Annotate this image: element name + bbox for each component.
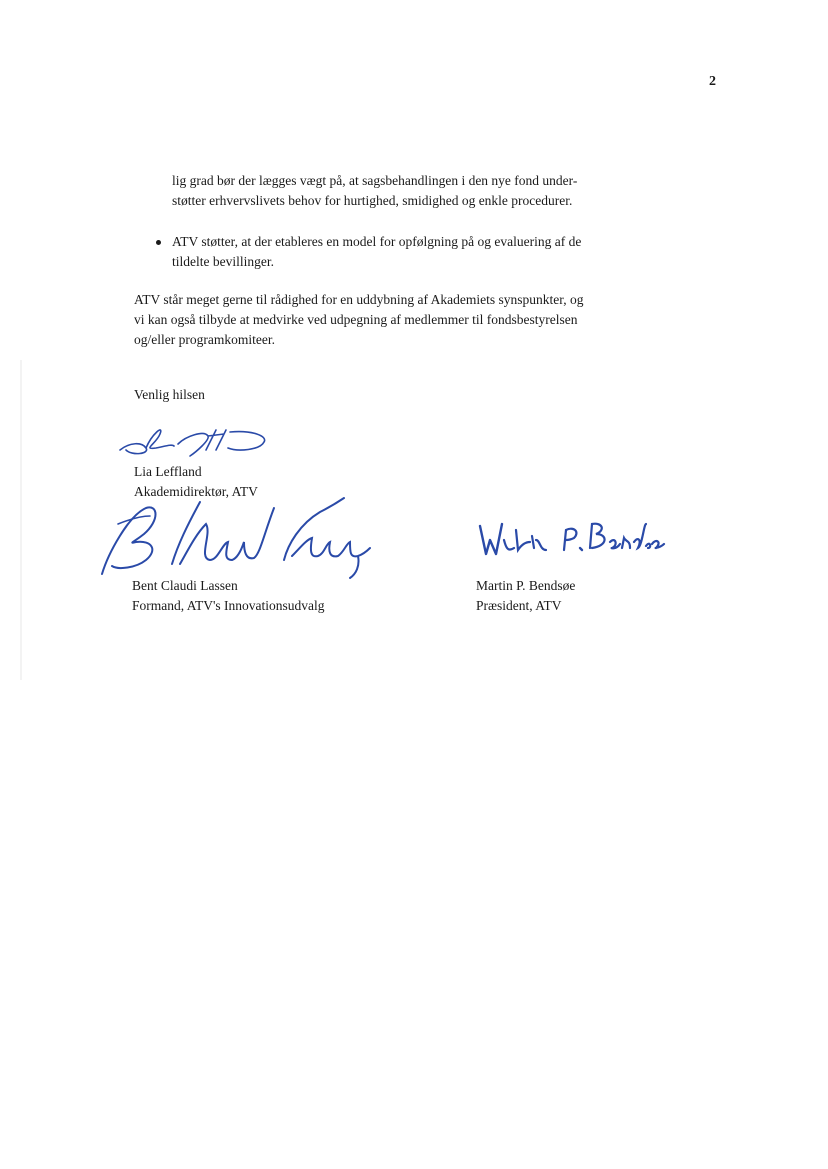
signatory-title: Præsident, ATV <box>476 598 562 613</box>
paragraph-line: ATV står meget gerne til rådighed for en uddybning af Akademiets synspunkter, og <box>134 292 584 307</box>
signatory-title: Formand, ATV's Innovationsudvalg <box>132 598 325 613</box>
signatory-title: Akademidirektør, ATV <box>134 484 258 499</box>
scan-edge-artifact <box>20 360 22 680</box>
bullet-item <box>172 232 581 272</box>
bullet-line: ATV støtter, at der etableres en model for opfølgning på og evaluering af de <box>172 234 582 249</box>
bullet-icon <box>156 240 161 245</box>
closing-salutation: Venlig hilsen <box>134 387 205 402</box>
paragraph-offer <box>134 290 583 350</box>
page-number: 2 <box>709 74 716 89</box>
signature-martin-p-bendsoe <box>476 518 666 558</box>
paragraph-continuation <box>172 171 577 211</box>
paragraph-line: vi kan også tilbyde at medvirke ved udpegning af medlemmer til fondsbestyrelsen <box>134 312 578 327</box>
signatory-name: Martin P. Bendsøe <box>476 578 576 593</box>
signatory-name: Bent Claudi Lassen <box>132 578 238 593</box>
paragraph-line: støtter erhvervslivets behov for hurtighed, smidighed og enkle procedurer. <box>172 193 573 208</box>
paragraph-line: lig grad bør der lægges vægt på, at sagsbehandlingen i den nye fond under- <box>172 173 578 188</box>
signatory-block-bent <box>132 576 325 616</box>
signatory-block-martin <box>476 576 575 616</box>
signatory-name: Lia Leffland <box>134 464 202 479</box>
paragraph-line: og/eller programkomiteer. <box>134 332 275 347</box>
signature-lia-leffland <box>112 420 272 468</box>
bullet-line: tildelte bevillinger. <box>172 254 274 269</box>
signature-bent-claudi-lassen <box>88 494 378 584</box>
